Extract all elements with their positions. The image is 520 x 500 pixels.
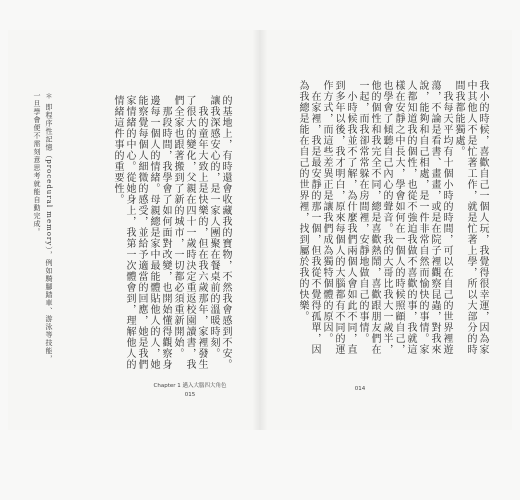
text-column: 一起，而我卻常常躲在房間裡，安靜地做自己的事情。: [357, 80, 368, 344]
text-column: 邊每一個人的情緒。母親總是家中最能體貼他人的人，她: [148, 95, 159, 370]
text-column: 讓我深感安心的，是一家人團聚在餐桌前的溫暖時刻。: [208, 95, 219, 359]
text-column: 的基地上，有時還會收藏我的寶物，不然我會感到不安。: [220, 95, 231, 370]
text-column: 我小的時候，喜歡自己一個人玩，我覺得很幸運，因為家: [477, 80, 488, 355]
text-column: 們全家也跟著搬到了新的城市，一切都必須重新開始。: [172, 95, 183, 359]
text-column: 他的個性和我完全不同，總是喜歡熱鬧，喜歡跟朋友們在: [369, 80, 380, 355]
text-column: 在家裡，我是最安靜的那一個，但我從不覺得孤單，因: [309, 80, 320, 355]
text-column: 也學會了傾聽自己內心的聲音。我的大哥比我大一歲半，: [381, 80, 392, 355]
page-number: 014: [354, 386, 366, 392]
text-column: 人都知道我的個性，也從不強迫我做不喜歡的事，我就這: [405, 80, 416, 355]
text-column: 蕩，不論是看書、畫畫，或是在院子裡觀察昆蟲，對我來: [429, 80, 440, 355]
text-column: 到多年以後，我才明白，原來每個人的大腦都有不同的運: [333, 80, 344, 355]
running-footer: Chapter 1 邁入大腦四大角色: [153, 383, 227, 389]
page-number: 015: [184, 392, 196, 398]
text-column: 家情緒的中心。從她身上，我第一次體會到，理解他人的: [124, 95, 135, 370]
text-column: 說，能夠和自己相處，是一件非常自然而愉快的事情。家: [417, 80, 428, 355]
text-column: 情緒這件事的重要性。: [112, 95, 123, 205]
text-column: 了很大的變化，父親在四十一歲時決定重返校園讀書，我: [184, 95, 195, 370]
footnote-column: 一旦學會便不需刻意思考就能自動完成。: [33, 92, 41, 236]
text-column: 作方式，而這些差異正是讓我們成為獨特個體的原因。: [321, 80, 332, 344]
text-column: 樣在安靜之中長大，學會如何在一個人的時候照顧自己，: [393, 80, 404, 355]
page-gutter: [252, 30, 268, 430]
text-column: 能察覺每個人細微的感受，並給予適當的回應，她是我們: [136, 95, 147, 370]
text-column: 間我都能獨處。: [453, 80, 464, 157]
text-column: 那段時間，我學會了如何面對改變，也開始懂得觀察身: [160, 95, 171, 370]
text-column: 中其他人不是忙著工作，就是忙著上學，所以大部分的時: [465, 80, 476, 355]
text-column: 為我總是能在自己的世界裡，找到屬於我的快樂。: [297, 80, 308, 322]
text-column: 我每天平均有十個小時的時間，可以在自己的世界裡遊: [441, 80, 452, 355]
footnote-column: ＊ 即程序性記憶（procedural memory），例如騎腳踏車、游泳等技能，: [45, 92, 53, 363]
text-column: 小時候我並不了解，為什麼我們兩個人會如此不同，直: [345, 80, 356, 355]
text-column: 我的童年大致上是快樂的，但在我六歲那年，家裡發生: [196, 95, 207, 370]
